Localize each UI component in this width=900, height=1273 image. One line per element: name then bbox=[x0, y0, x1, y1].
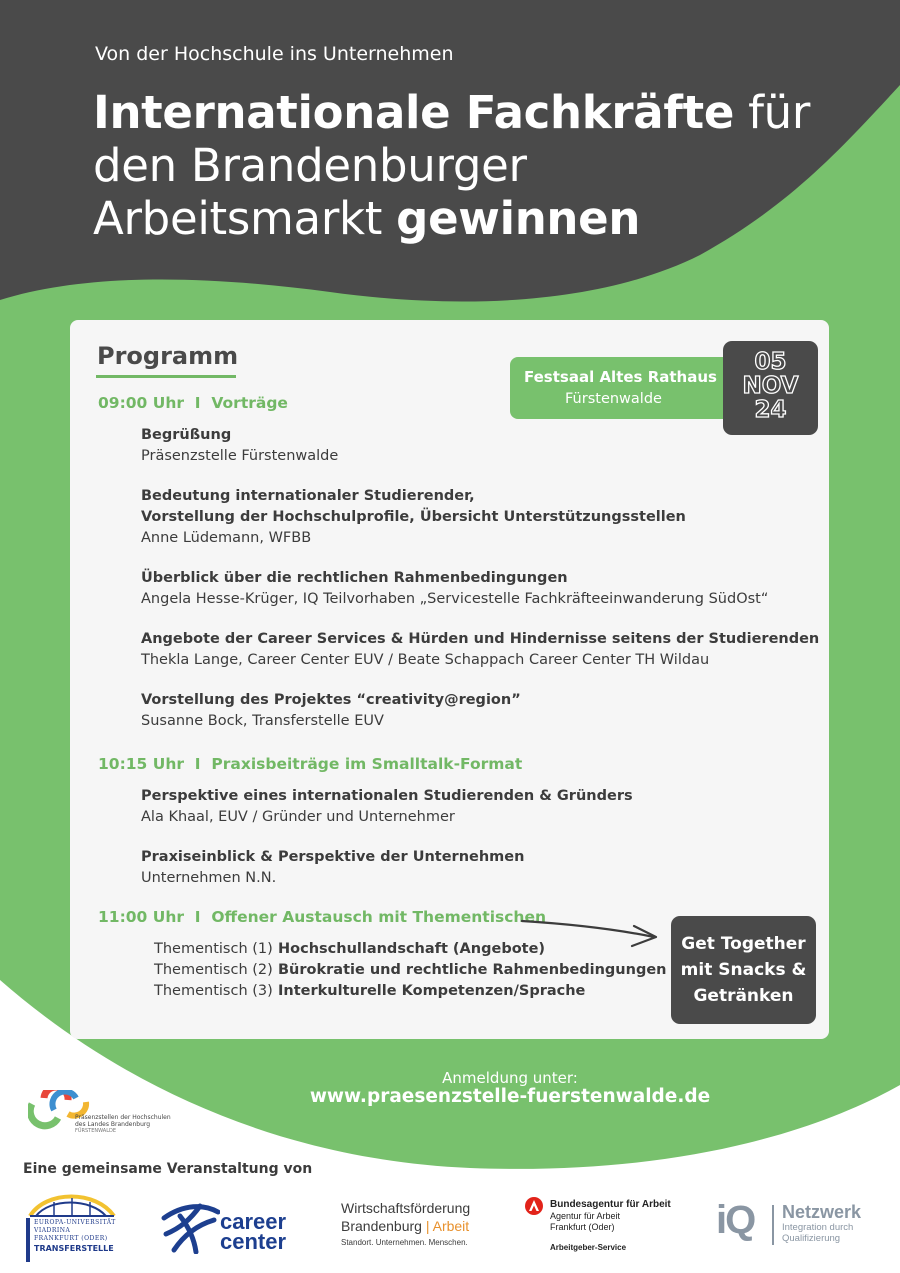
program-item bbox=[141, 786, 633, 828]
section-heading: 10:15 Uhr I Praxisbeiträge im Smalltalk-Format bbox=[98, 755, 523, 773]
program-item bbox=[141, 690, 521, 732]
item-title: Bedeutung internationaler Studierender, bbox=[141, 488, 475, 504]
item-title: Angebote der Career Services & Hürden und Hindernisse seitens der Studierenden bbox=[141, 631, 820, 647]
ba-service-label: Arbeitgeber-Service bbox=[550, 1243, 627, 1252]
ba-logo-text: Bundesagentur für Arbeit Agentur für Arbeit Frankfurt (Oder) bbox=[550, 1199, 671, 1232]
item-speaker: Anne Lüdemann, WFBB bbox=[141, 530, 312, 546]
program-item bbox=[141, 425, 338, 467]
headline-line-3: Arbeitsmarkt gewinnen bbox=[93, 192, 641, 245]
headline-line-1: Internationale Fachkräfte für bbox=[93, 86, 811, 139]
get-together-line: Get Together bbox=[681, 934, 806, 954]
item-speaker: Thekla Lange, Career Center EUV / Beate Schappach Career Center TH Wildau bbox=[141, 652, 710, 668]
date-badge bbox=[723, 341, 818, 435]
item-title: Überblick über die rechtlichen Rahmenbedingungen bbox=[141, 570, 568, 586]
item-title: Praxiseinblick & Perspektive der Unternehmen bbox=[141, 849, 525, 865]
date-year: 24 bbox=[754, 397, 787, 423]
euv-logo-text: EUROPA-UNIVERSITÄT VIADRINA FRANKFURT (ODER) TRANSFERSTELLE bbox=[34, 1219, 116, 1253]
euv-bar bbox=[26, 1218, 30, 1262]
career-center-logo-text: career center bbox=[220, 1209, 287, 1254]
item-speaker: Susanne Bock, Transferstelle EUV bbox=[141, 713, 384, 729]
wfbb-logo: Wirtschaftsförderung Brandenburg | Arbeit Standort. Unternehmen. Menschen. bbox=[341, 1200, 471, 1247]
career-center-logo-icon bbox=[160, 1198, 220, 1254]
get-together-line: Getränken bbox=[693, 986, 794, 1006]
item-title: Vorstellung der Hochschulprofile, Übersicht Unterstützungsstellen bbox=[141, 509, 686, 525]
venue-name: Festsaal Altes Rathaus bbox=[524, 368, 717, 386]
item-speaker: Angela Hesse-Krüger, IQ Teilvorhaben „Servicestelle Fachkräfteeinwanderung SüdOst“ bbox=[141, 591, 769, 607]
registration-link[interactable]: www.praesenzstelle-fuerstenwalde.de bbox=[309, 1086, 711, 1107]
program-item bbox=[141, 568, 768, 610]
section-heading: 11:00 Uhr I Offener Austausch mit Thementischen bbox=[98, 908, 547, 926]
item-speaker: Präsenzstelle Fürstenwalde bbox=[141, 448, 339, 464]
kicker: Von der Hochschule ins Unternehmen bbox=[95, 43, 454, 65]
item-title: Begrüßung bbox=[141, 427, 232, 443]
section-heading: 09:00 Uhr I Vorträge bbox=[98, 394, 288, 412]
iq-logo-icon: iQ bbox=[716, 1198, 755, 1242]
date-day: 05 bbox=[754, 349, 787, 375]
program-item bbox=[141, 847, 524, 889]
iq-divider bbox=[772, 1205, 774, 1245]
program-item bbox=[141, 486, 686, 549]
venue-tag bbox=[510, 357, 740, 419]
program-item bbox=[141, 629, 819, 671]
table-label: Thementisch (3) bbox=[154, 983, 273, 999]
headline bbox=[93, 86, 853, 245]
venue-city: Fürstenwalde bbox=[565, 391, 662, 407]
table-label: Thementisch (2) bbox=[154, 962, 273, 978]
headline-line-2: den Brandenburger bbox=[93, 139, 527, 192]
ba-logo-icon bbox=[524, 1196, 544, 1216]
date-month: NOV bbox=[742, 373, 799, 399]
table-topic: Hochschullandschaft (Angebote) bbox=[278, 941, 546, 957]
table-topic: Bürokratie und rechtliche Rahmenbedingungen bbox=[278, 962, 667, 978]
get-together-line: mit Snacks & bbox=[680, 960, 807, 980]
program-title: Programm bbox=[97, 342, 239, 370]
table-label: Thementisch (1) bbox=[154, 941, 273, 957]
item-title: Perspektive eines internationalen Studierenden & Gründers bbox=[141, 788, 633, 804]
program-title-underline bbox=[96, 375, 236, 378]
item-speaker: Unternehmen N.N. bbox=[141, 870, 277, 886]
partners-label: Eine gemeinsame Veranstaltung von bbox=[23, 1161, 313, 1177]
iq-logo-text: Netzwerk Integration durch Qualifizierung bbox=[782, 1202, 862, 1244]
item-title: Vorstellung des Projektes “creativity@region” bbox=[141, 692, 521, 708]
bridge-icon bbox=[26, 1188, 118, 1220]
item-speaker: Ala Khaal, EUV / Gründer und Unternehmer bbox=[141, 809, 455, 825]
registration-label: Anmeldung unter: bbox=[442, 1069, 578, 1087]
host-logo-text: Präsenzstellen der Hochschulen des Landes Brandenburg FÜRSTENWALDE bbox=[75, 1114, 171, 1134]
table-topic: Interkulturelle Kompetenzen/Sprache bbox=[278, 983, 586, 999]
get-together-box bbox=[671, 916, 816, 1024]
